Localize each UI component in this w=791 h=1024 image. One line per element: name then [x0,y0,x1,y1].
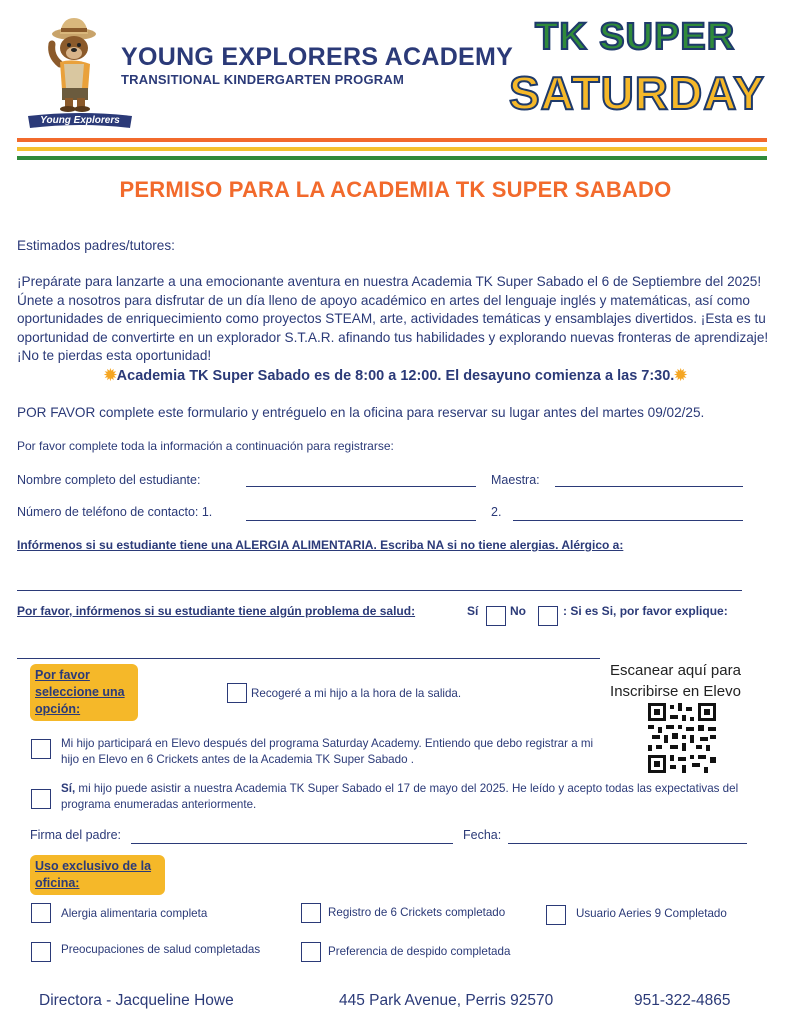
sun-icon: ✹ [104,367,117,384]
student-name-label: Nombre completo del estudiante: [17,473,201,487]
teacher-label: Maestra: [491,473,540,487]
health-no-checkbox[interactable] [538,606,558,626]
elevo-qr-code[interactable] [648,703,716,773]
health-yes-label: Sí [467,604,479,618]
school-name: YOUNG EXPLORERS ACADEMY [121,43,514,71]
teacher-field[interactable] [555,486,743,487]
attend-option-text: mi hijo puede asistir a nuestra Academia TK Super Sabado el 17 de mayo del 2025. He leído y acepto todas las expectativas del programa enumeradas anteriormente. [61,782,739,811]
office-crickets-text: Registro de 6 Crickets completado [328,906,506,919]
office-health-checkbox[interactable] [31,942,51,962]
date-label: Fecha: [463,828,502,842]
health-explain-field[interactable] [17,658,600,659]
logo-caption: Young Explorers [40,115,120,126]
attend-option [61,781,741,812]
academy-mascot-logo [26,12,134,130]
phone1-label: Número de teléfono de contacto: 1. [17,505,213,519]
qr-instruction: Escanear aquí para Inscribirse en Elevo [610,662,741,700]
elevo-option-text: Mi hijo participará en Elevo después del programa Saturday Academy. Entiendo que debo registrar a mi hijo en Elevo en 6 Crickets antes de la Academia TK Super Sabado . [61,737,594,766]
header-stripe-green [17,156,767,160]
office-allergy-checkbox[interactable] [31,903,51,923]
sun-icon: ✹ [674,367,687,384]
health-yes-checkbox[interactable] [486,606,506,626]
select-option-tag: Por favor seleccione una opción: [30,664,138,721]
parent-signature-label: Firma del padre: [30,828,122,842]
program-name: TRANSITIONAL KINDERGARTEN PROGRAM [121,72,404,87]
tk-super-saturday-logo [505,16,770,128]
phone1-field[interactable] [246,520,476,521]
instruction-text: POR FAVOR complete este formulario y entréguelo en la oficina para reservar su lugar antes del martes 09/02/25. [17,405,705,420]
pickup-checkbox[interactable] [227,683,247,703]
health-no-label: No [510,604,526,618]
pickup-option-text: Recogeré a mi hijo a la hora de la salida. [251,687,462,700]
office-dismissal-checkbox[interactable] [301,942,321,962]
office-use-tag: Uso exclusivo de la oficina: [30,855,165,895]
complete-info-text: Por favor complete toda la información a continuación para registrarse: [17,439,394,453]
office-dismissal-text: Preferencia de despido completada [328,945,511,958]
event-logo-line2: SATURDAY [509,67,765,119]
phone2-label: 2. [491,505,502,519]
parent-signature-field[interactable] [131,843,453,844]
office-allergy-text: Alergia alimentaria completa [61,907,208,920]
form-title: PERMISO PARA LA ACADEMIA TK SUPER SABADO [119,177,672,202]
greeting: Estimados padres/tutores: [17,238,175,253]
office-aeries-text: Usuario Aeries 9 Completado [576,907,727,920]
intro-paragraph: ¡Prepárate para lanzarte a una emocionante aventura en nuestra Academia TK Super Sabado el 6 de Septiembre del 2025! Únete a nosotros para disfrutar de un día lleno de apoyo académico en artes del lenguaje inglés y matemáticas, así como oportunidades de enriquecimiento como proyectos STEAM, arte, actividades temáticas y ensamblajes divertidos. ¡Esta es tu oportunidad de convertirte en un explorador S.T.A.R. afinando tus habilidades y explorando nuevas fronteras de aprendizaje! ¡No te pierdas esta oportunidad! [17,274,769,364]
footer-director: Directora - Jacqueline Howe [39,992,234,1009]
office-crickets-checkbox[interactable] [301,903,321,923]
header-stripe-orange [17,138,767,142]
office-health-text: Preocupaciones de salud completadas [61,943,261,956]
office-aeries-checkbox[interactable] [546,905,566,925]
attend-checkbox[interactable] [31,789,51,809]
schedule-text: Academia TK Super Sabado es de 8:00 a 12:00. El desayuno comienza a las 7:30. [116,368,675,384]
elevo-checkbox[interactable] [31,739,51,759]
health-prompt: Por favor, infórmenos si su estudiante tiene algún problema de salud: [17,604,416,618]
allergy-prompt: Infórmenos si su estudiante tiene una ALERGIA ALIMENTARIA. Escriba NA si no tiene alergias. Alérgico a: [17,538,624,552]
footer-address: 445 Park Avenue, Perris 92570 [339,992,554,1009]
attend-bold-text: Sí, [61,782,76,795]
header-stripe-yellow [17,147,767,151]
schedule-line [0,366,791,384]
footer-phone: 951-322-4865 [634,992,731,1009]
date-field[interactable] [508,843,747,844]
phone2-field[interactable] [513,520,743,521]
health-explain-label: : Si es Si, por favor explique: [563,604,728,618]
event-logo-line1: TK SUPER [535,16,736,58]
allergy-field[interactable] [17,590,742,591]
student-name-field[interactable] [246,486,476,487]
